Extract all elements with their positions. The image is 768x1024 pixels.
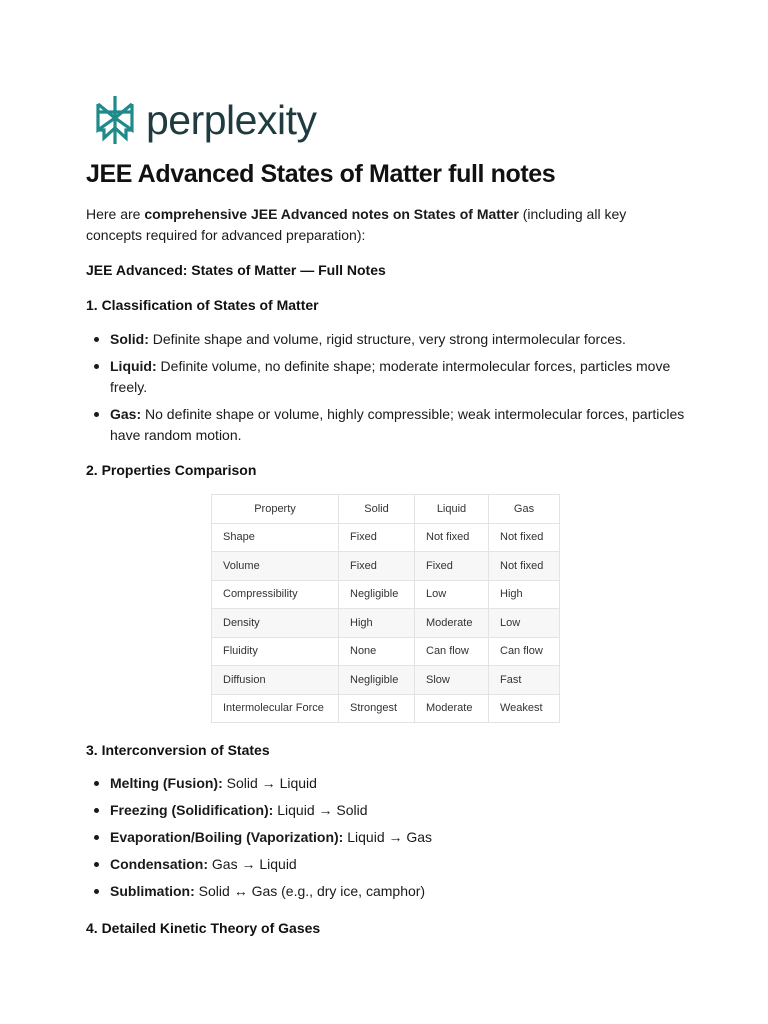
- list-item-term: Liquid:: [110, 358, 157, 374]
- table-cell: Density: [212, 609, 339, 638]
- list-item-text: No definite shape or volume, highly compressible; weak intermolecular forces, particles have random motion.: [110, 406, 685, 443]
- table-header-row: [212, 495, 560, 524]
- list-item-term: Condensation:: [110, 856, 208, 872]
- list-item-text: Definite volume, no definite shape; moderate intermolecular forces, particles move freely.: [110, 358, 671, 395]
- brand-name: perplexity: [146, 96, 317, 143]
- list-item: [86, 827, 686, 848]
- section-heading-interconversion: 3. Interconversion of States: [86, 742, 270, 758]
- list-item-text: Liquid → Solid: [273, 802, 368, 818]
- list-item: [86, 356, 686, 398]
- intro-paragraph: [86, 204, 686, 246]
- interconversion-list: [86, 773, 686, 902]
- table-cell: Fixed: [339, 523, 415, 552]
- list-item: [86, 854, 686, 875]
- list-item-term: Gas:: [110, 406, 142, 422]
- table-cell: None: [339, 637, 415, 666]
- column-header: Property: [212, 495, 339, 524]
- list-item-term: Sublimation:: [110, 883, 195, 899]
- list-item-text: Solid ↔ Gas (e.g., dry ice, camphor): [194, 883, 426, 899]
- table-cell: Moderate: [415, 609, 489, 638]
- brand-logo: [94, 94, 316, 146]
- table-cell: Fluidity: [212, 637, 339, 666]
- table-row: [212, 694, 560, 723]
- table-cell: Shape: [212, 523, 339, 552]
- table-cell: Not fixed: [489, 523, 560, 552]
- notes-subtitle: JEE Advanced: States of Matter — Full Notes: [86, 262, 386, 278]
- list-item: [86, 329, 686, 350]
- table-cell: Fixed: [339, 552, 415, 581]
- table-cell: Fixed: [415, 552, 489, 581]
- section-heading-properties: 2. Properties Comparison: [86, 462, 257, 478]
- table-cell: Low: [415, 580, 489, 609]
- table-cell: Strongest: [339, 694, 415, 723]
- classification-list: [86, 329, 686, 446]
- table-cell: Compressibility: [212, 580, 339, 609]
- list-item-term: Evaporation/Boiling (Vaporization):: [110, 829, 344, 845]
- list-item-term: Melting (Fusion):: [110, 775, 223, 791]
- list-item-text: Solid → Liquid: [222, 775, 317, 791]
- table-row: [212, 552, 560, 581]
- intro-bold: comprehensive JEE Advanced notes on States of Matter: [144, 206, 519, 222]
- table-cell: Moderate: [415, 694, 489, 723]
- section-heading-kinetic: 4. Detailed Kinetic Theory of Gases: [86, 920, 321, 936]
- list-item-term: Solid:: [110, 331, 149, 347]
- table-cell: Not fixed: [415, 523, 489, 552]
- list-item-text: Liquid → Gas: [343, 829, 433, 845]
- table-row: [212, 580, 560, 609]
- column-header: Liquid: [415, 495, 489, 524]
- column-header: Solid: [339, 495, 415, 524]
- table-cell: Intermolecular Force: [212, 694, 339, 723]
- section-heading-classification: 1. Classification of States of Matter: [86, 297, 319, 313]
- list-item-text: Definite shape and volume, rigid structure, very strong intermolecular forces.: [148, 331, 626, 347]
- table-cell: Can flow: [415, 637, 489, 666]
- list-item: [86, 800, 686, 821]
- table-row: [212, 637, 560, 666]
- table-cell: Negligible: [339, 580, 415, 609]
- intro-rest: (including all key concepts required for advanced preparation):: [86, 206, 627, 243]
- table-cell: Weakest: [489, 694, 560, 723]
- table-row: [212, 609, 560, 638]
- column-header: Gas: [489, 495, 560, 524]
- intro-lead: Here are: [86, 206, 145, 222]
- list-item: [86, 881, 686, 902]
- table-cell: Negligible: [339, 666, 415, 695]
- table-cell: High: [489, 580, 560, 609]
- list-item-text: Gas → Liquid: [208, 856, 297, 872]
- table-cell: Can flow: [489, 637, 560, 666]
- properties-table: [211, 494, 560, 723]
- table-cell: Fast: [489, 666, 560, 695]
- perplexity-logo-icon: [94, 94, 136, 146]
- table-cell: Diffusion: [212, 666, 339, 695]
- table-cell: Slow: [415, 666, 489, 695]
- list-item: [86, 773, 686, 794]
- list-item: [86, 404, 686, 446]
- table-row: [212, 666, 560, 695]
- table-cell: Low: [489, 609, 560, 638]
- table-cell: Not fixed: [489, 552, 560, 581]
- page-title: JEE Advanced States of Matter full notes: [86, 160, 556, 188]
- table-cell: High: [339, 609, 415, 638]
- table-cell: Volume: [212, 552, 339, 581]
- table-row: [212, 523, 560, 552]
- list-item-term: Freezing (Solidification):: [110, 802, 274, 818]
